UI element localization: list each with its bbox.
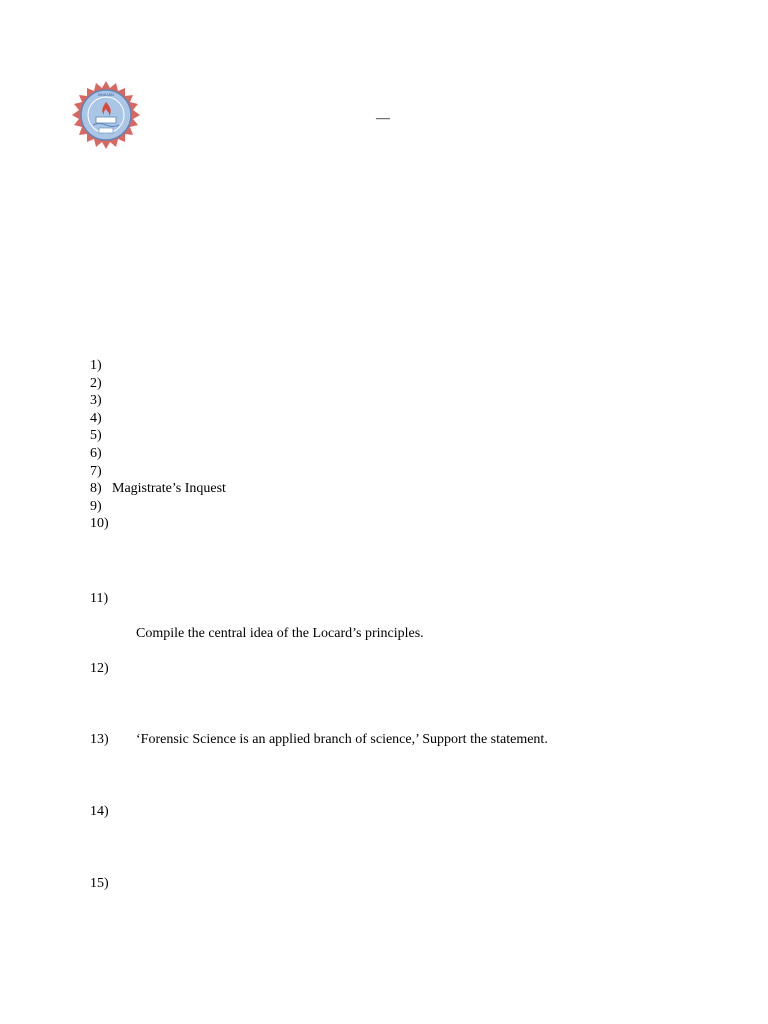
short-question-list bbox=[90, 357, 226, 533]
list-item bbox=[90, 357, 226, 375]
question-number: 7) bbox=[90, 463, 102, 479]
question-number: 14) bbox=[90, 804, 109, 819]
question-number: 15) bbox=[90, 876, 109, 891]
list-item bbox=[90, 392, 226, 410]
question-text: Magistrate’s Inquest bbox=[112, 481, 226, 497]
question-15 bbox=[90, 875, 136, 893]
question-number: 9) bbox=[90, 498, 102, 514]
list-item bbox=[90, 427, 226, 445]
question-text: ‘Forensic Science is an applied branch of science,’ Support the statement. bbox=[136, 732, 548, 747]
question-number: 11) bbox=[90, 591, 109, 606]
question-13 bbox=[90, 731, 548, 749]
list-item bbox=[90, 515, 226, 533]
seal-text: BHAJAN bbox=[98, 92, 114, 97]
question-number: 3) bbox=[90, 393, 102, 409]
question-14 bbox=[90, 803, 136, 821]
institution-seal-logo bbox=[69, 80, 143, 154]
list-item bbox=[90, 410, 226, 428]
list-item bbox=[90, 375, 226, 393]
question-12 bbox=[90, 660, 136, 678]
seal-banner-icon bbox=[99, 128, 113, 133]
question-11 bbox=[90, 590, 136, 608]
seal-book-icon bbox=[96, 117, 116, 123]
header-dash: — bbox=[376, 111, 390, 126]
question-number: 10) bbox=[90, 516, 109, 532]
question-number: 4) bbox=[90, 410, 102, 426]
question-number: 1) bbox=[90, 358, 102, 373]
list-item bbox=[90, 498, 226, 516]
question-number: 2) bbox=[90, 375, 102, 391]
question-number: 5) bbox=[90, 428, 102, 444]
question-11-subtext: Compile the central idea of the Locard’s principles. bbox=[136, 626, 424, 641]
list-item bbox=[90, 480, 226, 498]
question-number: 6) bbox=[90, 445, 102, 461]
question-number: 12) bbox=[90, 661, 109, 676]
question-number: 8) bbox=[90, 481, 102, 497]
question-number: 13) bbox=[90, 732, 109, 747]
list-item bbox=[90, 463, 226, 481]
list-item bbox=[90, 445, 226, 463]
